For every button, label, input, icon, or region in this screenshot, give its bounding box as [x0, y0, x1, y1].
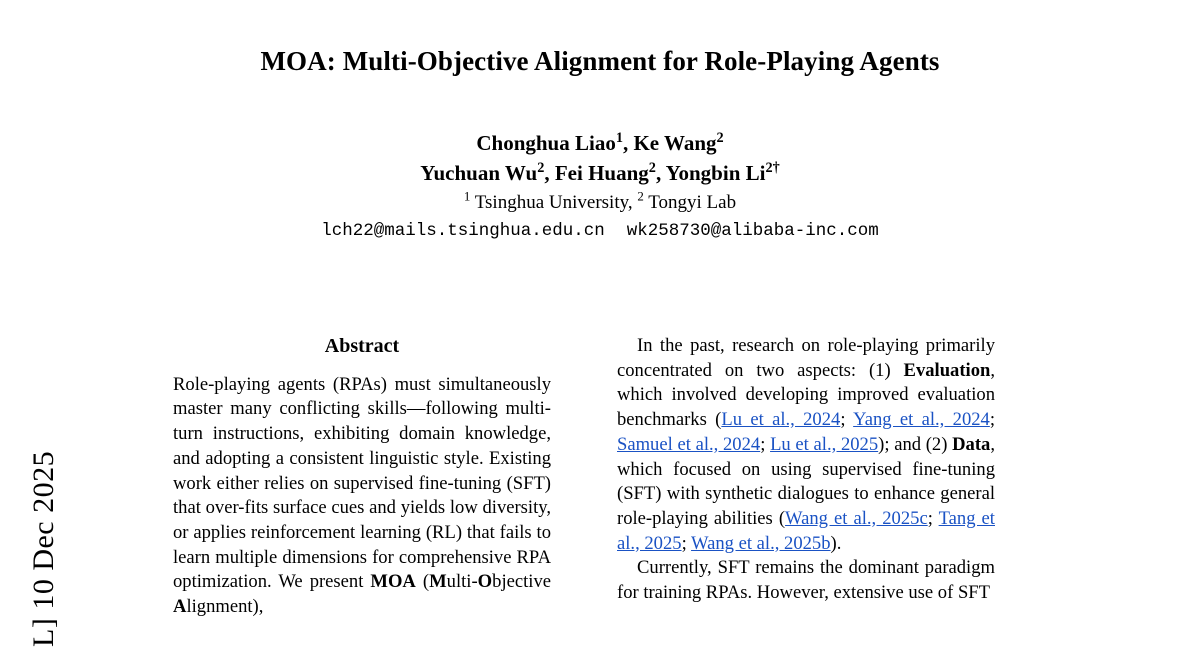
author-name-5: , Yongbin Li — [655, 161, 766, 185]
abstract-bold-a: A — [173, 596, 187, 618]
intro-text-mid: , which involved developing improved evaluation benchmarks ( — [617, 359, 995, 431]
email-address-1: lch22@mails.tsinghua.edu.cn — [321, 221, 605, 241]
right-column — [617, 334, 995, 606]
author-name-1: Chonghua Liao — [476, 131, 616, 155]
intro-bold-evaluation: Evaluation — [903, 359, 991, 381]
author-affil-marker-1: 1 — [615, 130, 623, 146]
abstract-text-3: ulti- — [446, 571, 478, 593]
citation-sep-4: ; — [927, 507, 939, 529]
email-address-2: wk258730@alibaba-inc.com — [626, 221, 879, 241]
intro-text-pre: In the past, research on role-playing primarily concentrated on two aspects: (1) — [617, 335, 995, 381]
intro-text-end: ). — [830, 532, 842, 554]
affiliation-marker-1: 1 — [463, 188, 471, 204]
intro-paragraph-1 — [617, 334, 995, 556]
abstract-text-1: Role-playing agents (RPAs) must simultaneously master many conflicting skills—following multi-turn instructions, exhibiting domain knowledge, and adopting a consistent linguistic style. Existing work either relies on supervised fine-tuning (SFT) that over-fits surface cues and yields low diversity, or applies reinforcement learning (RL) that fails to learn multiple dimensions for comprehensive RPA optimization. We present — [173, 373, 551, 593]
citation-link-samuel-2024[interactable]: Samuel et al., 2024 — [617, 433, 761, 455]
abstract-bold-moa: MOA — [370, 571, 416, 593]
arxiv-stamp: L] 10 Dec 2025 — [27, 450, 60, 647]
abstract-paragraph — [173, 373, 551, 620]
citation-link-yang-2024[interactable]: Yang et al., 2024 — [853, 409, 990, 431]
two-column-body — [0, 334, 1200, 648]
intro-paragraph-2: Currently, SFT remains the dominant paradigm for training RPAs. However, extensive use of SFT — [617, 557, 995, 604]
author-name-3: Yuchuan Wu — [420, 161, 538, 185]
abstract-text-5: lignment), — [186, 596, 264, 618]
abstract-bold-o: O — [477, 571, 493, 593]
affiliation-marker-2: 2 — [637, 188, 644, 204]
citation-sep-1: ; — [840, 409, 854, 431]
citation-link-wang-2025b[interactable]: Wang et al., 2025b — [691, 532, 831, 554]
citation-link-wang-2025c[interactable]: Wang et al., 2025c — [785, 507, 928, 529]
affiliation-2: Tongyi Lab — [643, 192, 737, 213]
author-affil-marker-2: 2 — [716, 130, 724, 146]
author-affil-marker-4: 2 — [648, 160, 656, 176]
intro-bold-data: Data — [952, 433, 991, 455]
citation-sep-2: ; — [989, 409, 996, 431]
left-column — [173, 334, 551, 620]
abstract-text-4: bjective — [492, 571, 551, 593]
page-title: MOA: Multi-Objective Alignment for Role-Playing Agents — [260, 46, 940, 76]
citation-link-lu-2024[interactable]: Lu et al., 2024 — [721, 409, 841, 431]
abstract-heading: Abstract — [324, 335, 400, 357]
author-name-4: , Fei Huang — [544, 161, 649, 185]
author-affil-marker-3: 2 — [537, 160, 545, 176]
author-block — [0, 128, 1200, 245]
author-line-2 — [0, 158, 1200, 188]
abstract-text-2: ( — [415, 571, 430, 593]
affiliation-line — [0, 188, 1200, 217]
author-name-2: , Ke Wang — [622, 131, 717, 155]
affiliation-1: Tsinghua University, — [470, 192, 638, 213]
citation-link-lu-2025[interactable]: Lu et al., 2025 — [770, 433, 879, 455]
author-line-1 — [0, 128, 1200, 158]
intro-text-post: ); and (2) — [878, 433, 953, 455]
email-line — [0, 217, 1200, 245]
citation-link-tang-2025[interactable]: Tang et al., 2025 — [617, 507, 995, 554]
intro-text-tail: , which focused on using supervised fine-tuning (SFT) with synthetic dialogues to enhance general role-playing abilities ( — [617, 433, 995, 529]
citation-sep-3: ; — [760, 433, 771, 455]
citation-sep-5: ; — [681, 532, 692, 554]
author-affil-marker-5: 2† — [765, 160, 780, 176]
abstract-bold-m: M — [429, 571, 447, 593]
